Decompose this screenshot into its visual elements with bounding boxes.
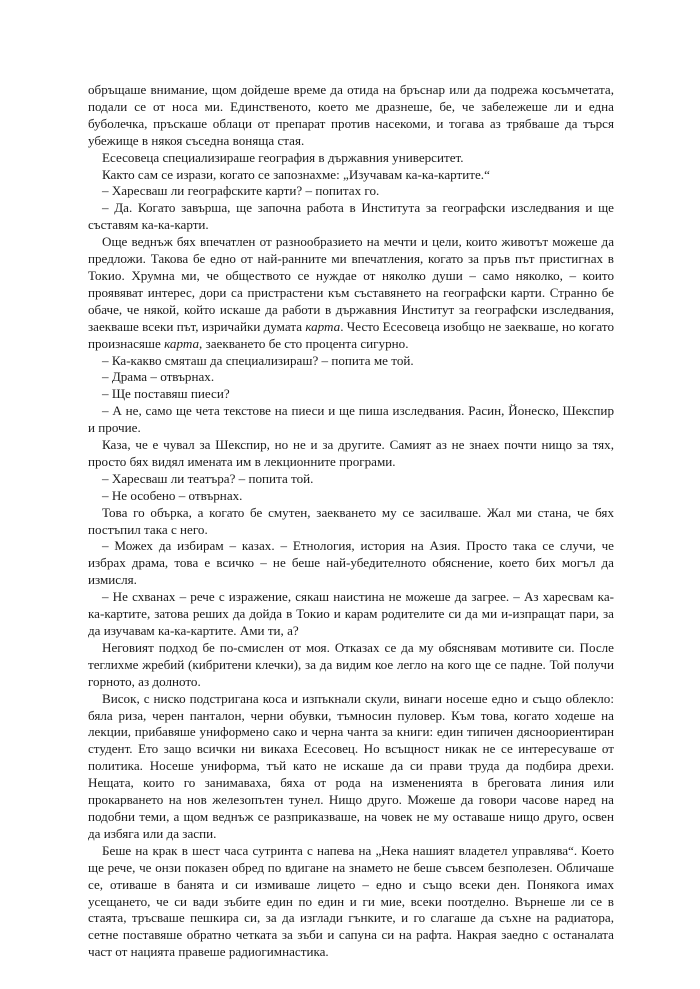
paragraph-text: Още веднъж бях впечатлен от разнообразието на мечти и цели, които животът можеше да предложи. Такова бе едно от най-ранните ми впечатления, когато за пръв път пристигнах в Токио. Хрумна ми, че обществото се нуждае от няколко души – само няколко, – които проявяват интерес, дори са пристрастени към съставянето на географски карти. Странно бе обаче, че някой, който искаше да работи в държавния Институт за географски изследвания, заекваше всеки път, изричайки думата xyxy=(88,234,614,334)
dialog-line: – Ще поставяш пиеси? xyxy=(102,386,230,402)
paragraph: Висок, с ниско подстригана коса и изпъкнали скули, винаги носеше едно и също облекло: бяла риза, черен панталон, черни обувки, тъмносин пуловер. Към това, когато ходеше на лекции, прибавяше униформено сако и черна чанта за книги: един типичен дясноориентиран студент. Ето защо всички ни викаха Есесовец. Но всъщност никак не се интересуваше от политика. Носеше униформа, тъй като не искаше да си прави труда да подбира дрехи. Нещата, които го занимаваха, бяха от рода на измененията в бреговата линия или прокарването на нов железопътен тунел. Нищо друго. Можеше да говори часове наред на подобни теми, а щом веднъж се разприказваше, на човек не му оставаше нищо друго, освен да избяга или да заспи. xyxy=(88,690,614,841)
emphasized-word: карта xyxy=(164,335,199,351)
dialog-line: – Можех да избирам – казах. – Етнология, история на Азия. Просто така се случи, че избрах драма, това е всичко – не беше най-убедителното обяснение, което бих могъл да измисля. xyxy=(88,538,614,588)
paragraph: Неговият подход бе по-смислен от моя. Отказах се да му обяснявам мотивите си. После теглихме жребий (кибритени клечки), за да видим кое легло на кого ще се падне. Той получи горното, аз долното. xyxy=(88,639,614,689)
paragraph: Беше на крак в шест часа сутринта с напева на „Нека нашият владетел управлява“. Което ще рече, че онзи показен обред по вдигане на знамето не беше съвсем безполезен. Обличаше се, отиваше в банята и си измиваше лицето – едно и също всеки ден. Понякога имах усещането, че си вади зъбите един по един и ги мие, всеки поотделно. Върнеше ли се в стаята, тръсваше пешкира си, за да изглади гънките, и го слагаше да съхне на радиатора, сетне поставяше обратно четката за зъби и сапуна си на рафта. Накрая заедно с останалата част от нацията правеше радиогимнастика. xyxy=(88,842,614,960)
paragraph: Каза, че е чувал за Шекспир, но не и за другите. Самият аз не знаех почти нищо за тях, просто бях видял имената им в лекционните програми. xyxy=(88,437,614,469)
paragraph xyxy=(88,234,614,352)
paragraph-text: . Често Есесовеца изобщо не заекваше, но когато произнасяше xyxy=(88,318,614,351)
dialog-line: – Не схванах – рече с изражение, сякаш наистина не можеше да загрее. – Аз харесвам ка-ка-картите, затова реших да дойда в Токио и карам родителите си да ми и-изпращат пари, за да изучавам ка-ка-картите. Ами ти, а? xyxy=(88,589,614,638)
paragraph-text: , заекването бе сто процента сигурно. xyxy=(199,335,409,351)
dialog-line: – Харесваш ли географските карти? – попитах го. xyxy=(102,183,380,199)
paragraph: обръщаше внимание, щом дойдеше време да отида на бръснар или да подрежа косъмчетата, подали се от носа ми. Единственото, което ме дразнеше, бе, че забележеше ли и една буболечка, пръскаше облаци от препарат против насекоми, и тогава аз трябваше да търся убежище в някоя съседна воняща стая. xyxy=(88,82,614,148)
paragraph: Това го обърка, а когато бе смутен, заекването му се засилваше. Жал ми стана, че бях постъпил така с него. xyxy=(88,504,614,537)
dialog-line: – Драма – отвърнах. xyxy=(102,369,215,385)
dialog-line: – Не особено – отвърнах. xyxy=(102,487,243,503)
paragraph: Есесовеца специализираше география в държавния университет. xyxy=(102,149,464,165)
emphasized-word: карта xyxy=(305,318,341,334)
dialog-line: – Да. Когато завърша, ще започна работа в Института за географски изследвания и ще съставям ка-ка-карти. xyxy=(88,200,614,233)
page-body xyxy=(88,82,614,961)
dialog-line: – Ка-какво смяташ да специализираш? – попита ме той. xyxy=(102,352,414,368)
paragraph: Както сам се изрази, когато се запознахме: „Изучавам ка-ка-картите.“ xyxy=(102,166,490,182)
dialog-line: – Харесваш ли театъра? – попита той. xyxy=(102,470,314,486)
dialog-line: – А не, само ще чета текстове на пиеси и ще пиша изследвания. Расин, Йонеско, Шекспир и прочие. xyxy=(88,403,614,436)
